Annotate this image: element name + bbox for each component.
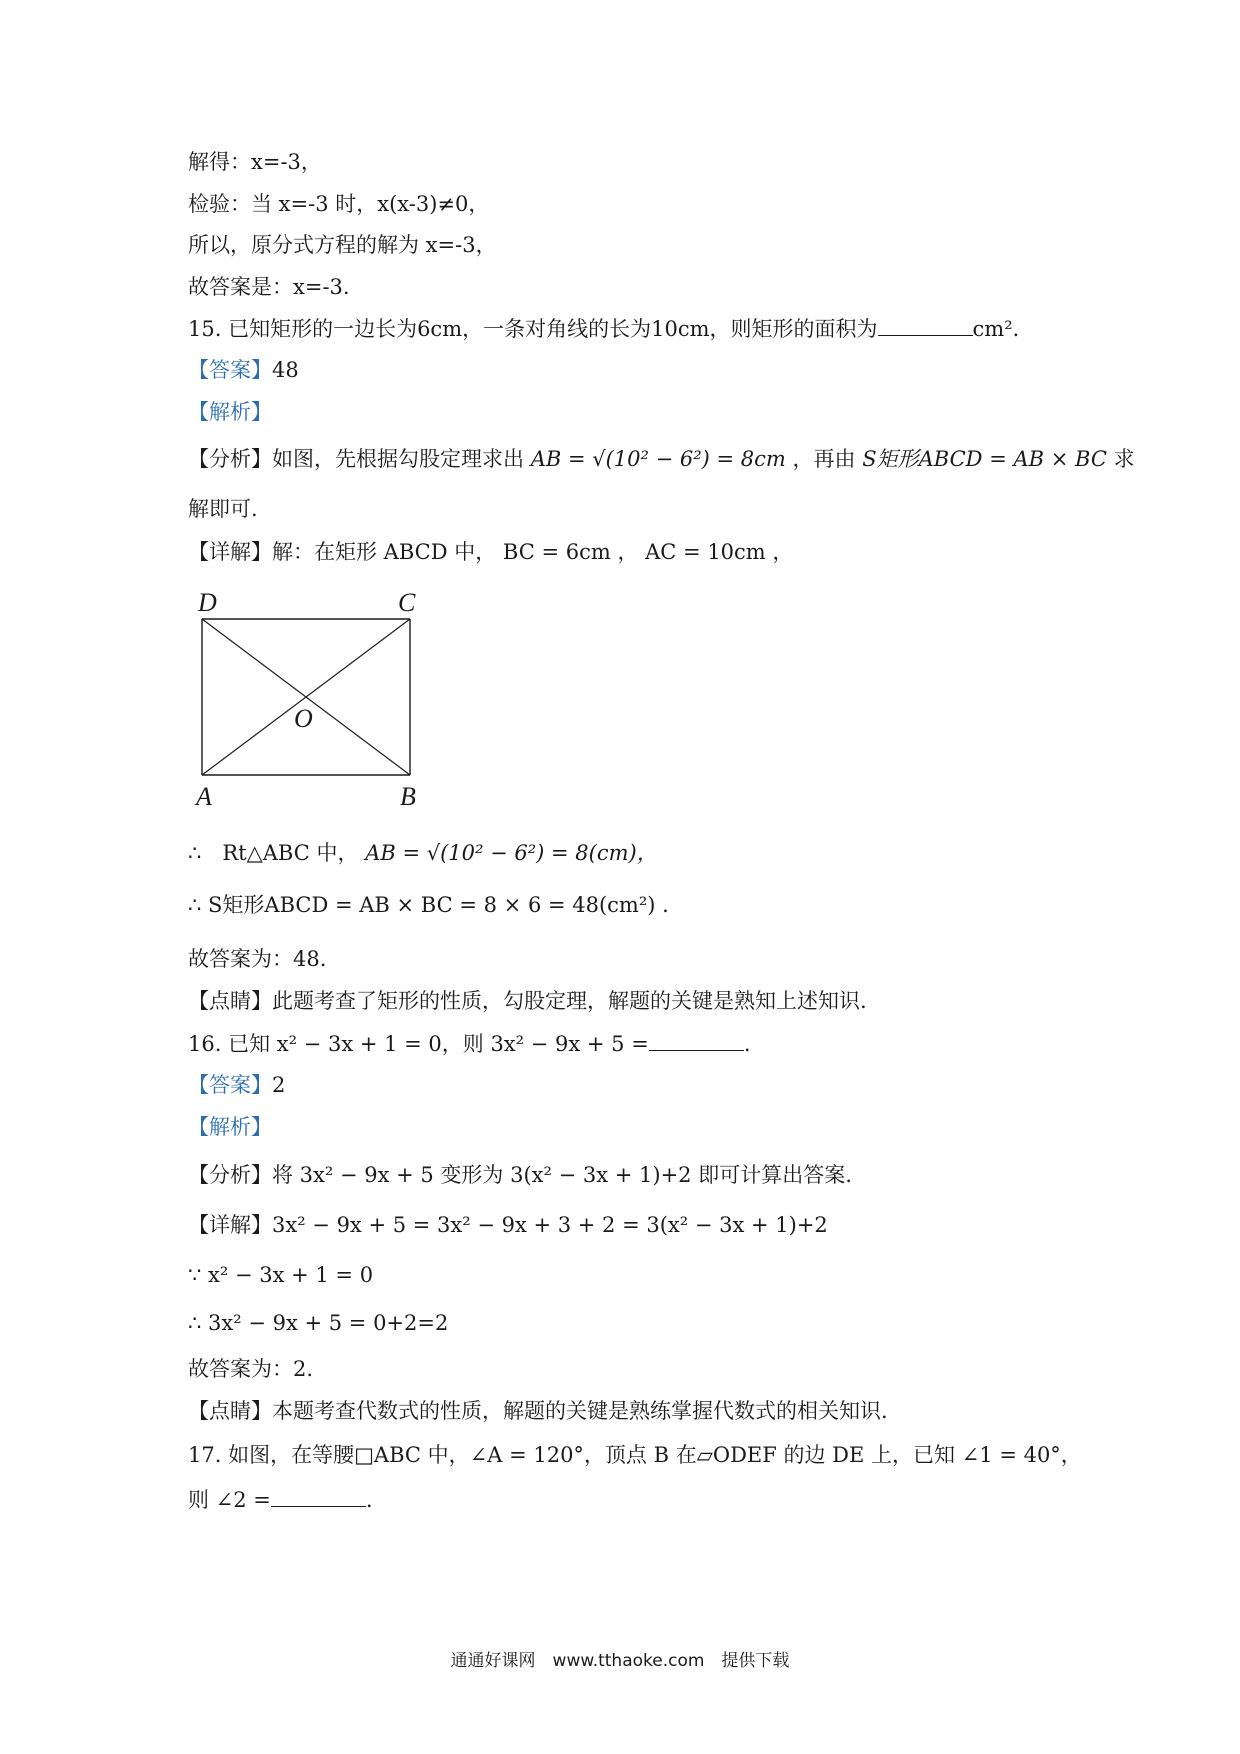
analysis-tag: 【解析】 <box>188 1115 272 1139</box>
step-formula: AB = √(10² − 6²) = 8(cm)， <box>365 841 658 865</box>
analysis-text: 【分析】如图，先根据勾股定理求出 <box>188 447 524 471</box>
answer-row <box>188 355 299 385</box>
step-line: ∴ S矩形ABCD = AB × BC = 8 × 6 = 48(cm²) . <box>188 893 669 917</box>
question-end: . <box>743 1032 751 1056</box>
vertex-label-b: B <box>400 782 416 805</box>
detail-line: 【详解】解：在矩形 ABCD 中， BC = 6cm ， AC = 10cm ， <box>188 540 794 564</box>
rectangle-figure <box>188 585 448 805</box>
step-text: ∴ Rt△ABC 中， <box>188 841 359 865</box>
center-label-o: O <box>294 704 313 733</box>
answer-value: 48 <box>272 358 299 382</box>
answer-tag: 【答案】 <box>188 1073 272 1097</box>
solution-line: 所以，原分式方程的解为 x=-3， <box>188 233 497 257</box>
page-footer: 通通好课网 www.tthaoke.com 提供下载 <box>450 1651 790 1671</box>
answer-blank <box>649 1028 744 1051</box>
question-16 <box>188 1028 751 1059</box>
solution-line: 解得：x=-3， <box>188 150 322 174</box>
answer-line: 故答案是：x=-3. <box>188 275 350 299</box>
question-unit: cm²． <box>972 317 1034 341</box>
conclusion-line: 故答案为：2. <box>188 1357 314 1381</box>
because-line: ∵ x² − 3x + 1 = 0 <box>188 1263 374 1287</box>
vertex-label-c: C <box>398 588 416 617</box>
analysis-line: 【分析】将 3x² − 9x + 5 变形为 3(x² − 3x + 1)+2 即可计算出答案. <box>188 1163 852 1187</box>
conclusion-line: 故答案为：48. <box>188 947 327 971</box>
question-15 <box>188 313 1034 344</box>
vertex-label-a: A <box>196 782 212 805</box>
answer-blank <box>271 1484 366 1507</box>
therefore-line: ∴ 3x² − 9x + 5 = 0+2=2 <box>188 1311 449 1335</box>
detail-line: 【详解】3x² − 9x + 5 = 3x² − 9x + 3 + 2 = 3(x² − 3x + 1)+2 <box>188 1213 828 1237</box>
analysis-text: ，再由 <box>792 447 856 471</box>
analysis-text: 求 <box>1113 447 1135 471</box>
comment-line: 【点睛】本题考查代数式的性质，解题的关键是熟练掌握代数式的相关知识. <box>188 1399 888 1423</box>
formula-ab: AB = √(10² − 6²) = 8cm <box>530 447 786 471</box>
analysis-line-cont: 解即可. <box>188 497 258 521</box>
question-17: 17. 如图，在等腰□ABC 中，∠A = 120°，顶点 B 在▱ODEF 的边 DE 上，已知 ∠1 = 40°， <box>188 1443 1082 1467</box>
question-stem: 16. 已知 x² − 3x + 1 = 0，则 3x² − 9x + 5 = <box>188 1032 649 1056</box>
answer-blank <box>878 313 973 336</box>
formula-area: S矩形ABCD = AB × BC <box>862 447 1107 471</box>
answer-value: 2 <box>272 1073 286 1097</box>
answer-tag: 【答案】 <box>188 358 272 382</box>
vertex-label-d: D <box>198 588 217 617</box>
step-line <box>188 838 658 868</box>
analysis-line <box>188 444 1135 474</box>
analysis-tag: 【解析】 <box>188 400 272 424</box>
question-stem: 15. 已知矩形的一边长为6cm，一条对角线的长为10cm，则矩形的面积为 <box>188 317 878 341</box>
question-17-cont <box>188 1484 373 1515</box>
answer-row <box>188 1070 285 1100</box>
question-end: . <box>365 1488 373 1512</box>
comment-line: 【点睛】此题考查了矩形的性质，勾股定理，解题的关键是熟知上述知识. <box>188 989 867 1013</box>
question-stem: 则 ∠2 = <box>188 1488 271 1512</box>
check-line: 检验：当 x=-3 时，x(x-3)≠0， <box>188 192 490 216</box>
